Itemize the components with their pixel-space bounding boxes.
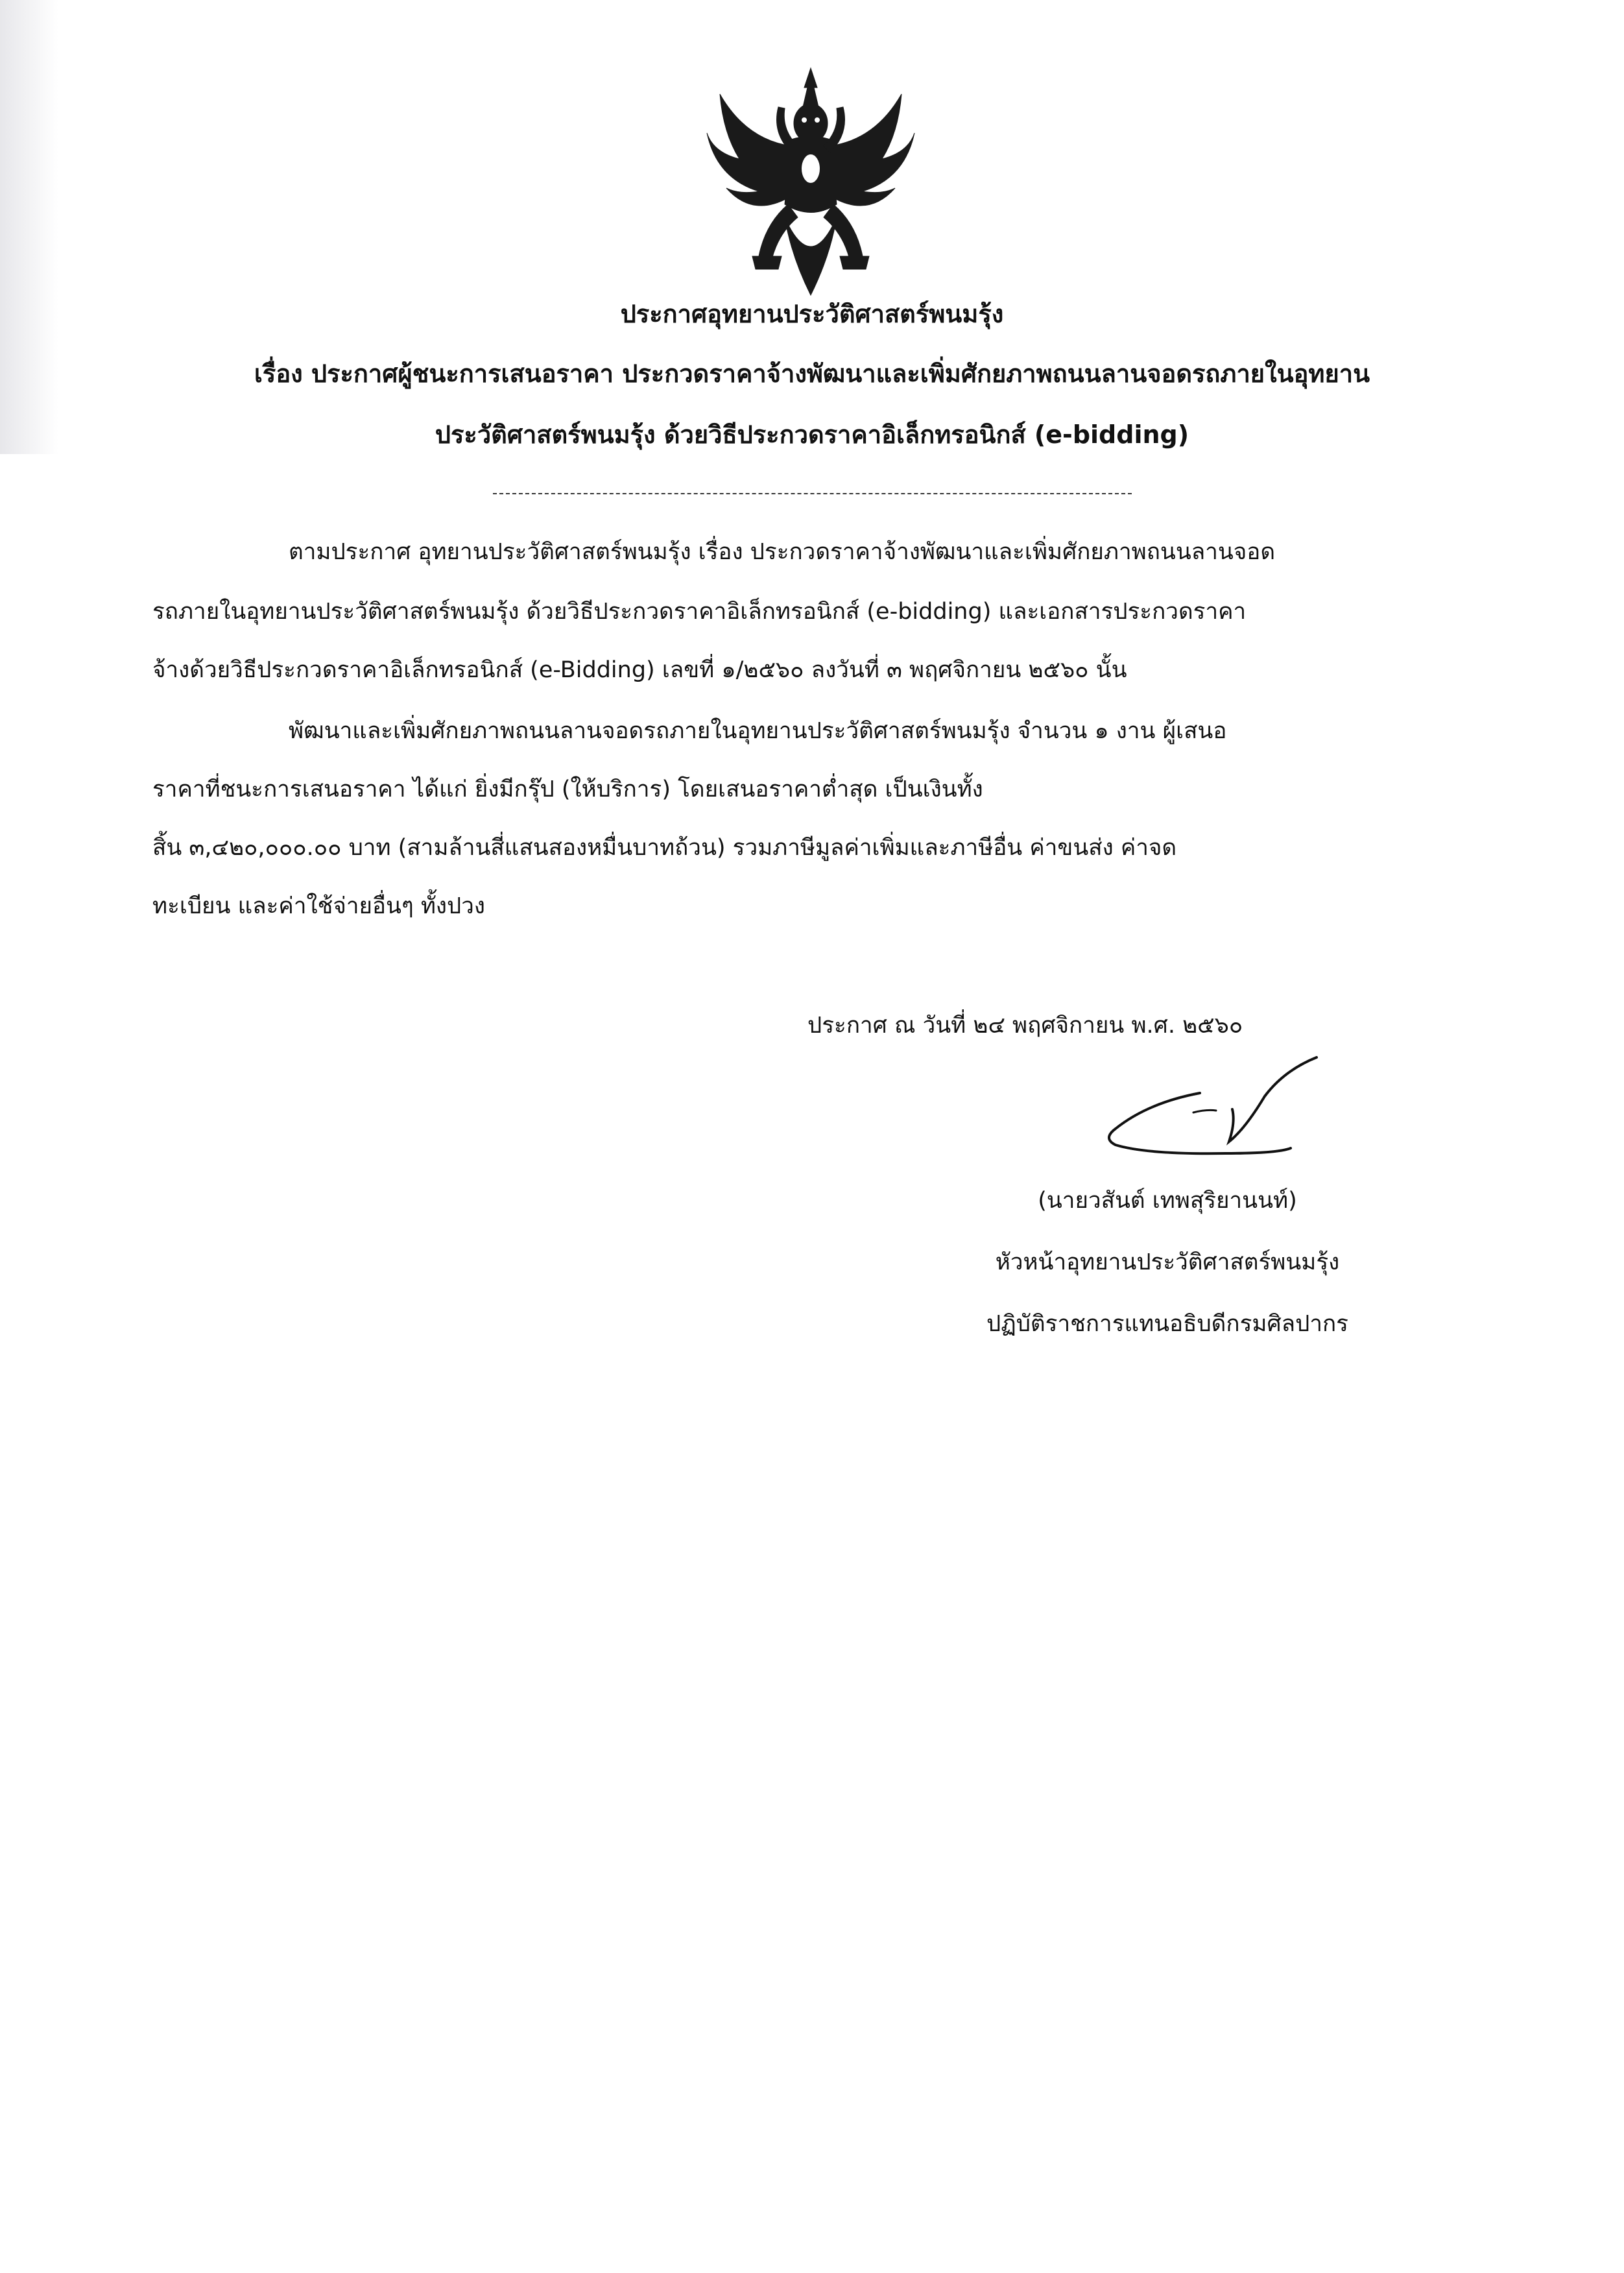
garuda-emblem-icon: [700, 62, 921, 302]
body-para1-line2: รถภายในอุทยานประวัติศาสตร์พนมรุ้ง ด้วยวิธีประกวดราคาอิเล็กทรอนิกส์ (e-bidding) และเอกสารประกวดราคา: [152, 599, 1247, 625]
signer-name: (นายวสันต์ เทพสุริยานนท์): [1038, 1188, 1297, 1214]
subject-line-1: เรื่อง ประกาศผู้ชนะการเสนอราคา ประกวดราคาจ้างพัฒนาและเพิ่มศักยภาพถนนลานจอดรถภายในอุทยาน: [254, 359, 1370, 388]
signer-title-1: หัวหน้าอุทยานประวัติศาสตร์พนมรุ้ง: [995, 1249, 1340, 1275]
body-para2-line4: ทะเบียน และค่าใช้จ่ายอื่นๆ ทั้งปวง: [152, 893, 485, 919]
body-para2-line2: ราคาที่ชนะการเสนอราคา ได้แก่ ยิ่งมีกรุ๊ป (ให้บริการ) โดยเสนอราคาต่ำสุด เป็นเงินทั้ง: [152, 776, 983, 802]
body-para2-line3: สิ้น ๓,๔๒๐,๐๐๐.๐๐ บาท (สามล้านสี่แสนสองหมื่นบาทถ้วน) รวมภาษีมูลค่าเพิ่มและภาษีอื่น ค่าขนส่ง ค่าจด: [152, 835, 1177, 861]
announcement-date: ประกาศ ณ วันที่ ๒๔ พฤศจิกายน พ.ศ. ๒๕๖๐: [807, 1013, 1243, 1039]
signer-title-2: ปฏิบัติราชการแทนอธิบดีกรมศิลปากร: [986, 1311, 1348, 1337]
body-para2-line1: พัฒนาและเพิ่มศักยภาพถนนลานจอดรถภายในอุทยานประวัติศาสตร์พนมรุ้ง จำนวน ๑ งาน ผู้เสนอ: [289, 718, 1227, 744]
separator-line: [493, 493, 1132, 494]
handwritten-signature: [1096, 1051, 1330, 1181]
body-para1-line3: จ้างด้วยวิธีประกวดราคาอิเล็กทรอนิกส์ (e-Bidding) เลขที่ ๑/๒๕๖๐ ลงวันที่ ๓ พฤศจิกายน ๒๕๖๐ นั้น: [152, 657, 1127, 683]
body-para1-line1: ตามประกาศ อุทยานประวัติศาสตร์พนมรุ้ง เรื่อง ประกวดราคาจ้างพัฒนาและเพิ่มศักยภาพถนนลานจอด: [289, 539, 1276, 565]
announcement-title: ประกาศอุทยานประวัติศาสตร์พนมรุ้ง: [620, 300, 1004, 328]
subject-line-2: ประวัติศาสตร์พนมรุ้ง ด้วยวิธีประกวดราคาอิเล็กทรอนิกส์ (e-bidding): [435, 420, 1189, 449]
